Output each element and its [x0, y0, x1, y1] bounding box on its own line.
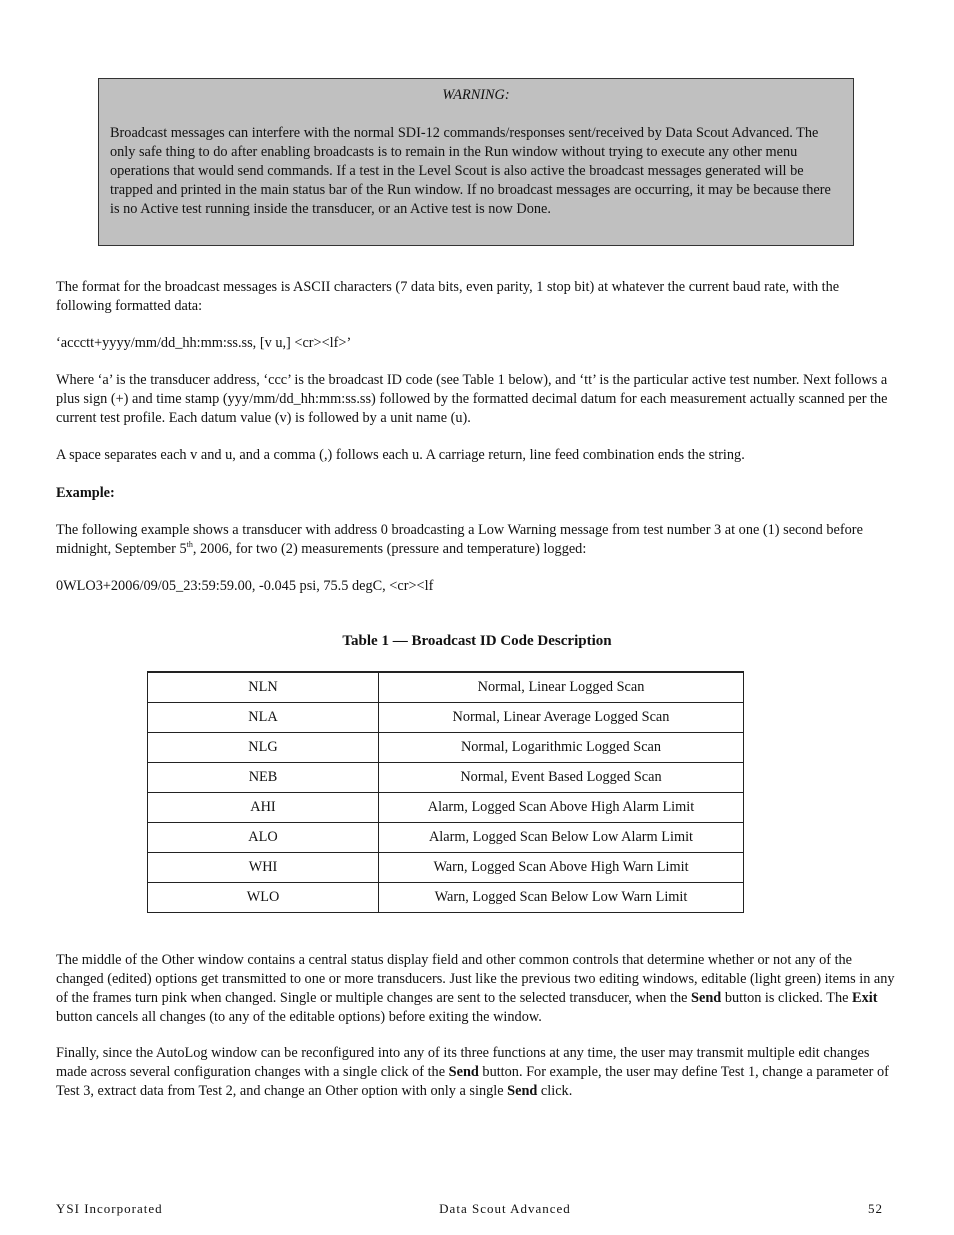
- middle-text-1: The middle of the Other window contains a central status display field and other common controls that determine whether or not any of the changed (edited) options get transmitted to one or more transducers. Just like the previous two editing windows, editable (light green) items in any of the frames turn pink when changed. Single or multiple changes are sent to the selected transducer, when the: [56, 952, 895, 1006]
- example-string: 0WLO3+2006/09/05_23:59:59.00, -0.045 psi, 75.5 degC, <cr><lf: [56, 578, 434, 594]
- table-row: [148, 733, 744, 763]
- code-cell: WHI: [148, 853, 379, 883]
- description-cell: Warn, Logged Scan Below Low Warn Limit: [379, 883, 744, 913]
- format-string: ‘accctt+yyyy/mm/dd_hh:mm:ss.ss, [v u,] <cr><lf>’: [56, 335, 352, 351]
- footer-company: YSI Incorporated: [56, 1201, 163, 1216]
- example-paragraph: [56, 521, 898, 559]
- description-cell: Warn, Logged Scan Above High Warn Limit: [379, 853, 744, 883]
- table-row: [148, 883, 744, 913]
- example-text-start: The following example shows a transducer with address 0 broadcasting a Low Warning message from test number 3 at one (1) second before midnight, September 5: [56, 522, 863, 557]
- send-keyword: Send: [691, 990, 722, 1006]
- space-paragraph: A space separates each v and u, and a comma (,) follows each u. A carriage return, line feed combination ends the string.: [56, 447, 745, 463]
- exit-keyword: Exit: [852, 990, 878, 1006]
- final-paragraph: [56, 1044, 898, 1101]
- code-cell: ALO: [148, 823, 379, 853]
- warning-title: WARNING:: [442, 87, 510, 103]
- code-cell: NLG: [148, 733, 379, 763]
- table-row: [148, 853, 744, 883]
- table-row: [148, 703, 744, 733]
- warning-body: Broadcast messages can interfere with the normal SDI-12 commands/responses sent/received by Data Scout Advanced. The only safe thing to do after enabling broadcasts is to remain in the Run window without trying to execute any other menu operations that would send commands. If a test in the Level Scout is also active the broadcast messages generated will be trapped and printed in the main status bar of the Run window. If no broadcast messages are occurring, it may be because there is no Active test running inside the transducer, or an Active test is now Done.: [110, 125, 831, 217]
- table-row: [148, 672, 744, 703]
- middle-text-2: button is clicked. The: [721, 990, 853, 1006]
- code-cell: NLN: [148, 672, 379, 703]
- final-text-3: click.: [537, 1083, 573, 1099]
- format-paragraph: The format for the broadcast messages is ASCII characters (7 data bits, even parity, 1 stop bit) at whatever the current baud rate, with the following formatted data:: [56, 279, 840, 314]
- warning-box: [98, 78, 854, 246]
- description-cell: Normal, Linear Logged Scan: [379, 672, 744, 703]
- table-caption: Table 1 — Broadcast ID Code Description: [342, 633, 612, 649]
- description-cell: Normal, Event Based Logged Scan: [379, 763, 744, 793]
- broadcast-id-table: [147, 671, 744, 913]
- final-text-1: Finally, since the AutoLog window can be reconfigured into any of its three functions at any time, the user may transmit multiple edit changes made across several configuration changes with a single click of the: [56, 1045, 870, 1080]
- final-text-2: button. For example, the user may define Test 1, change a parameter of Test 3, extract data from Test 2, and change an Other option with only a single: [56, 1064, 889, 1099]
- send-keyword: Send: [448, 1064, 479, 1080]
- table-row: [148, 823, 744, 853]
- example-text-end: , 2006, for two (2) measurements (pressure and temperature) logged:: [192, 541, 587, 557]
- middle-text-3: button cancels all changes (to any of the editable options) before exiting the window.: [56, 1009, 542, 1025]
- description-cell: Alarm, Logged Scan Above High Alarm Limit: [379, 793, 744, 823]
- footer-title: Data Scout Advanced: [439, 1201, 571, 1216]
- code-cell: NLA: [148, 703, 379, 733]
- example-superscript: th: [186, 540, 193, 550]
- example-heading: Example:: [56, 485, 115, 501]
- where-paragraph: Where ‘a’ is the transducer address, ‘ccc’ is the broadcast ID code (see Table 1 below), and ‘tt’ is the particular active test number. Next follows a plus sign (+) and time stamp (yyy/mm/dd_hh:mm:ss.ss) followed by the formatted decimal datum for each measurement actually scanned per the current test profile. Each datum value (v) is followed by a unit name (u).: [56, 372, 888, 426]
- code-cell: NEB: [148, 763, 379, 793]
- middle-paragraph: [56, 951, 898, 1027]
- description-cell: Normal, Linear Average Logged Scan: [379, 703, 744, 733]
- code-cell: AHI: [148, 793, 379, 823]
- table-row: [148, 763, 744, 793]
- code-cell: WLO: [148, 883, 379, 913]
- description-cell: Normal, Logarithmic Logged Scan: [379, 733, 744, 763]
- description-cell: Alarm, Logged Scan Below Low Alarm Limit: [379, 823, 744, 853]
- send-keyword: Send: [507, 1083, 538, 1099]
- table-row: [148, 793, 744, 823]
- page-number: 52: [868, 1201, 883, 1216]
